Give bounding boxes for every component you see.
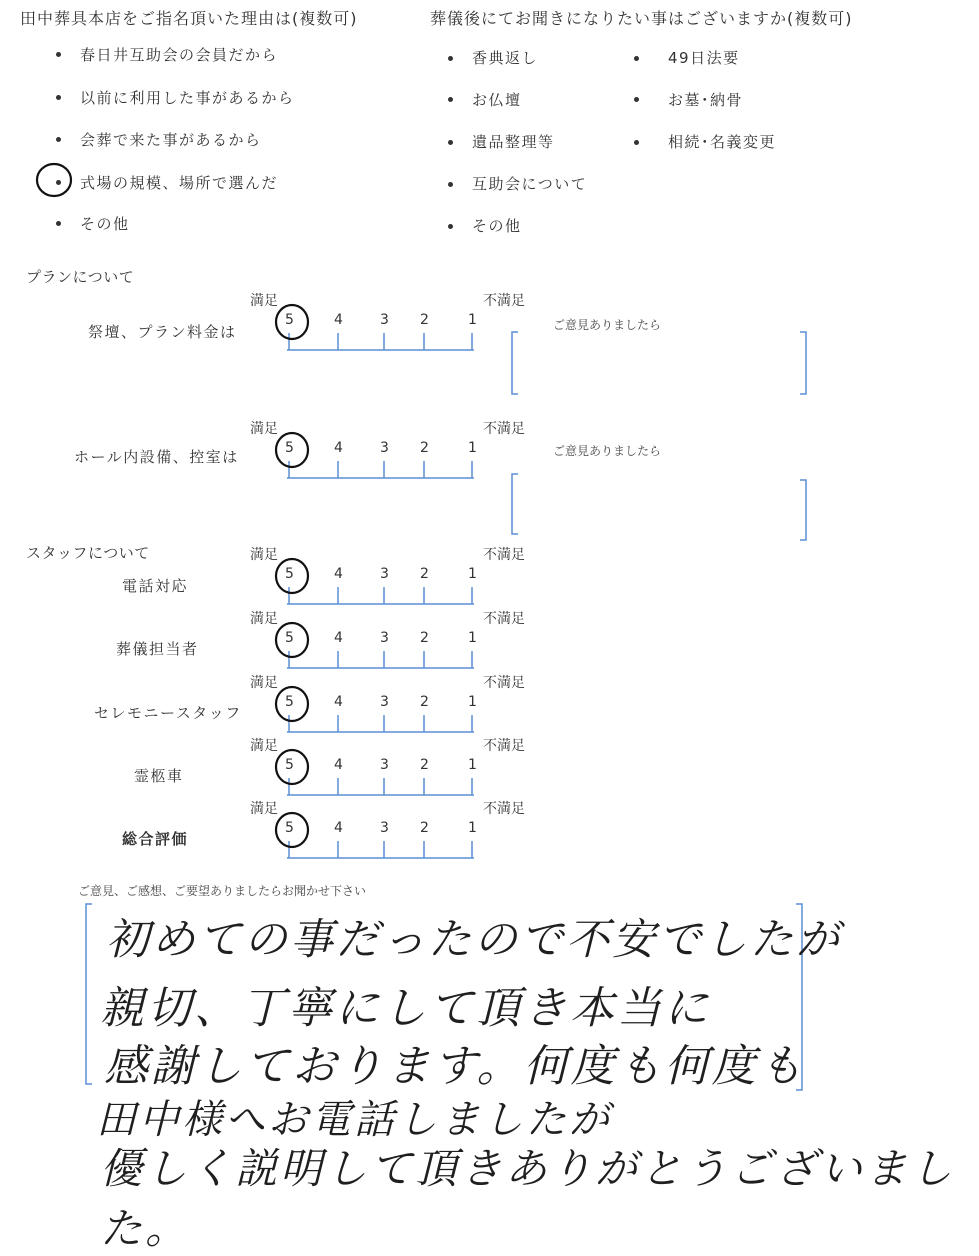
rating-row-label: 電話対応 [122,577,189,595]
scale-low-label: 不満足 [483,611,525,627]
scale-number-1[interactable]: 1 [468,820,477,836]
q2-option-label: お仏壇 [472,91,522,109]
scale-number-2[interactable]: 2 [420,312,429,328]
scale-number-3[interactable]: 3 [380,820,389,836]
q2-option-label: 49日法要 [668,49,740,67]
rating-row-label: 祭壇、プラン料金は [88,323,237,341]
scale-number-4[interactable]: 4 [334,440,343,456]
q2-option-label: お墓･納骨 [668,91,744,109]
scale-number-3[interactable]: 3 [380,440,389,456]
scale-number-5[interactable]: 5 [285,757,294,773]
scale-number-2[interactable]: 2 [420,694,429,710]
scale-number-5[interactable]: 5 [285,440,294,456]
q2-option-label: その他 [472,217,522,235]
scale-number-5[interactable]: 5 [285,630,294,646]
scale-number-2[interactable]: 2 [420,757,429,773]
rating-row-label: セレモニースタッフ [94,704,242,722]
scale-high-label: 満足 [250,738,278,754]
comment-box-bracket-left [512,474,518,534]
scale-low-label: 不満足 [483,738,525,754]
feedback-bracket-left [86,904,92,1084]
scale-number-2[interactable]: 2 [420,566,429,582]
comment-hint: ご意見ありましたら [553,318,662,332]
q2-option-label: 互助会について [472,175,588,193]
scale-number-4[interactable]: 4 [334,757,343,773]
scale-number-5[interactable]: 5 [285,566,294,582]
feedback-prompt: ご意見、ご感想、ご要望ありましたらお聞かせ下さい [78,884,367,898]
scale-number-3[interactable]: 3 [380,312,389,328]
scale-high-label: 満足 [250,611,278,627]
scale-number-5[interactable]: 5 [285,312,294,328]
scale-number-4[interactable]: 4 [334,312,343,328]
staff-heading: スタッフについて [26,544,150,562]
scale-number-4[interactable]: 4 [334,630,343,646]
feedback-line: 感謝しております。何度も何度も [104,1041,806,1092]
scale-number-5[interactable]: 5 [285,820,294,836]
q1-option-label: 式場の規模、場所で選んだ [80,174,279,192]
selected-option-circle [37,164,71,196]
scale-number-5[interactable]: 5 [285,694,294,710]
q1-option-label: 以前に利用した事があるから [80,89,295,107]
scale-high-label: 満足 [250,675,278,691]
scale-low-label: 不満足 [483,675,525,691]
scale-low-label: 不満足 [483,293,525,309]
feedback-line: 初めての事だったので不安でしたが [106,915,842,965]
q1-title: 田中葬具本店をご指名頂いた理由は(複数可) [20,9,358,28]
q2-option-label: 相続･名義変更 [668,133,777,151]
scale-low-label: 不満足 [483,421,525,437]
scale-number-2[interactable]: 2 [420,630,429,646]
scale-number-3[interactable]: 3 [380,566,389,582]
q2-option-label: 香典返し [472,49,539,67]
comment-box-bracket-right [800,332,806,394]
q2-title: 葬儀後にてお聞きになりたい事はございますか(複数可) [430,9,853,28]
rating-row-label: ホール内設備、控室は [74,448,239,466]
q1-option-label: 会葬で来た事があるから [80,131,262,149]
scale-high-label: 満足 [250,547,278,563]
scale-number-2[interactable]: 2 [420,820,429,836]
rating-row-label: 総合評価 [122,830,189,848]
scale-number-2[interactable]: 2 [420,440,429,456]
q1-option-label: 春日井互助会の会員だから [80,46,279,64]
scale-number-3[interactable]: 3 [380,630,389,646]
scale-number-1[interactable]: 1 [468,566,477,582]
scale-number-4[interactable]: 4 [334,820,343,836]
scale-number-1[interactable]: 1 [468,694,477,710]
scale-number-4[interactable]: 4 [334,566,343,582]
scale-number-3[interactable]: 3 [380,694,389,710]
scale-high-label: 満足 [250,801,278,817]
scale-number-1[interactable]: 1 [468,757,477,773]
q2-option-label: 遺品整理等 [472,133,555,151]
scale-high-label: 満足 [250,293,278,309]
comment-box-bracket-left [512,332,518,394]
scale-number-3[interactable]: 3 [380,757,389,773]
scale-number-1[interactable]: 1 [468,440,477,456]
rating-row-label: 霊柩車 [134,767,184,785]
q1-option-label: その他 [80,215,130,233]
comment-box-bracket-right [800,480,806,540]
scale-low-label: 不満足 [483,547,525,563]
feedback-line: 田中様へお電話しましたが [96,1097,612,1143]
plan-heading: プランについて [26,268,135,286]
scale-high-label: 満足 [250,421,278,437]
scale-number-1[interactable]: 1 [468,312,477,328]
feedback-line: 優しく説明して頂きありがとうございました。 [100,1144,956,1253]
scale-number-1[interactable]: 1 [468,630,477,646]
rating-row-label: 葬儀担当者 [116,640,199,658]
scale-number-4[interactable]: 4 [334,694,343,710]
comment-hint: ご意見ありましたら [553,444,662,458]
scale-low-label: 不満足 [483,801,525,817]
feedback-line: 親切、丁寧にして頂き本当に [100,983,711,1034]
